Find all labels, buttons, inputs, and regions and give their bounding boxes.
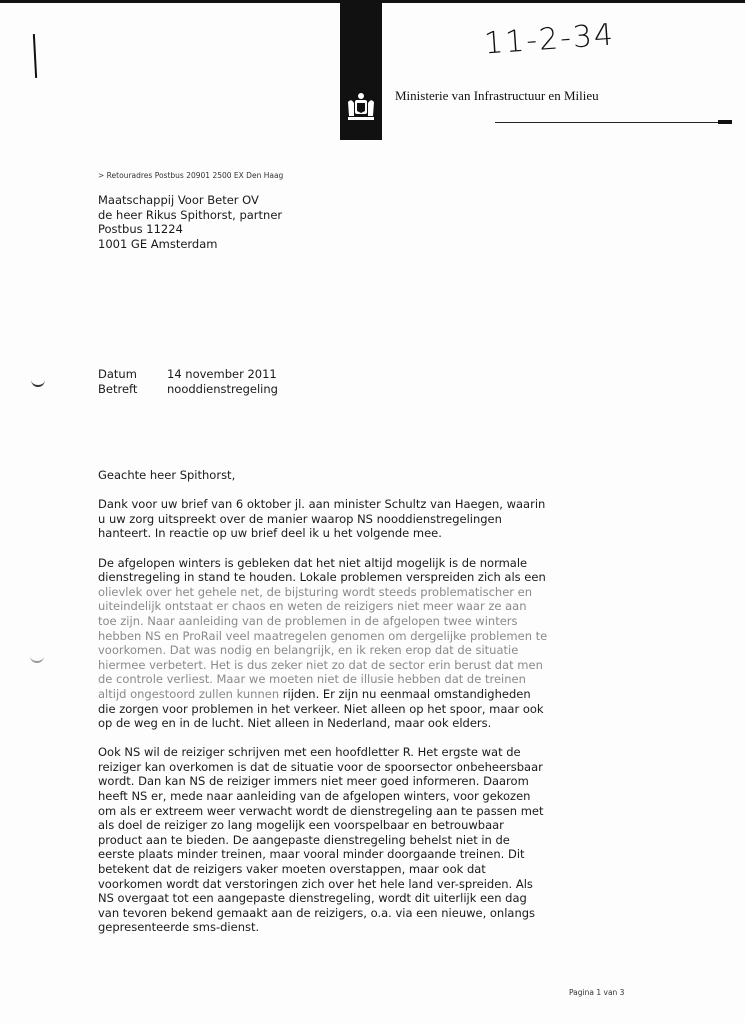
date-label: Datum (98, 367, 137, 381)
paragraph-2 (98, 556, 548, 731)
header-rule (495, 122, 720, 123)
margin-pen-mark (33, 34, 37, 78)
return-address: > Retouradres Postbus 20901 2500 EX Den Haag (98, 171, 284, 180)
paragraph-2-faded: olievlek over het gehele net, de bijsturing wordt steeds problematischer en uiteindelijk ontstaat er chaos en weten de reizigers niet meer waar ze aan toe zijn. Naar aanleiding van de problemen in de afgelopen twee winters hebben NS en ProRail veel maatregelen genomen om dergelijke problemen te voorkomen. Dat was nodig en belangrijk, en ik reken erop dat de situatie hiermee verbetert. Het is dus zeker niet zo dat de sector erin berust dat men de controle verliest. Maar we moeten niet de illusie hebben dat de treinen altijd ongestoord zullen kunnen (98, 584, 548, 701)
letter-body (98, 468, 548, 950)
paragraph-1: Dank voor uw brief van 6 oktober jl. aan minister Schultz van Haegen, waarin u uw zorg uitspreekt over de manier waarop NS nooddienstregelingen hanteert. In reactie op uw brief deel ik u het volgende mee. (98, 497, 546, 541)
paragraph-2-start: De afgelopen winters is gebleken dat het niet altijd mogelijk is de normale dienstregeling in stand te houden. Lokale problemen verspreiden zich als een (98, 555, 546, 585)
paragraph-3: Ook NS wil de reiziger schrijven met een hoofdletter R. Het ergste wat de reiziger kan overkomen is dat de situatie voor de spoorsector onbeheersbaar wordt. Dan kan NS de reiziger immers niet meer goed informeren. Daarom heeft NS er, mede naar aanleiding van de afgelopen winters, voor gekozen om als er extreem weer verwacht wordt de dienstregeling aan te passen met als doel de reiziger zo lang mogelijk een voorspelbaar en betrouwbaar product aan te bieden. De aangepaste dienstregeling behelst niet in de eerste plaats minder treinen, maar vooral minder doorgaande treinen. Dit betekent dat de reizigers vaker moeten overstappen, maar ook dat voorkomen wordt dat verstoringen zich over het hele land ver-spreiden. Als NS overgaat tot een aangepaste dienstregeling, wordt dit uiterlijk een dag van tevoren bekend gemaakt aan de reizigers, o.a. via een nieuwe, onlangs gepresenteerde sms-dienst. (98, 745, 544, 935)
subject-value: nooddienstregeling (167, 381, 278, 396)
recipient-address (98, 193, 282, 251)
recipient-organization: Maatschappij Voor Beter OV (98, 193, 259, 207)
recipient-person: de heer Rikus Spithorst, partner (98, 207, 283, 222)
date-value: 14 november 2011 (167, 367, 277, 381)
page-number: Pagina 1 van 3 (569, 988, 625, 997)
salutation: Geachte heer Spithorst, (98, 468, 236, 482)
letter-meta (98, 367, 278, 396)
paragraph-2-end: rijden. Er zijn nu eenmaal omstandigheden die zorgen voor problemen in het verkeer. Niet alleen op het spoor, maar ook op de weg en in de lucht. Niet alleen in Nederland, maar ook elders. (98, 686, 544, 731)
subject-label: Betreft (98, 381, 138, 396)
punch-hole-mark (30, 654, 44, 663)
recipient-pobox: Postbus 11224 (98, 222, 183, 237)
handwritten-note: 11-2-34 (482, 17, 617, 62)
punch-hole-mark (31, 378, 45, 387)
recipient-city: 1001 GE Amsterdam (98, 236, 218, 251)
ministry-name: Ministerie van Infrastructuur en Milieu (395, 88, 599, 103)
coat-of-arms-icon (344, 90, 378, 124)
government-logo-bar (340, 0, 382, 140)
